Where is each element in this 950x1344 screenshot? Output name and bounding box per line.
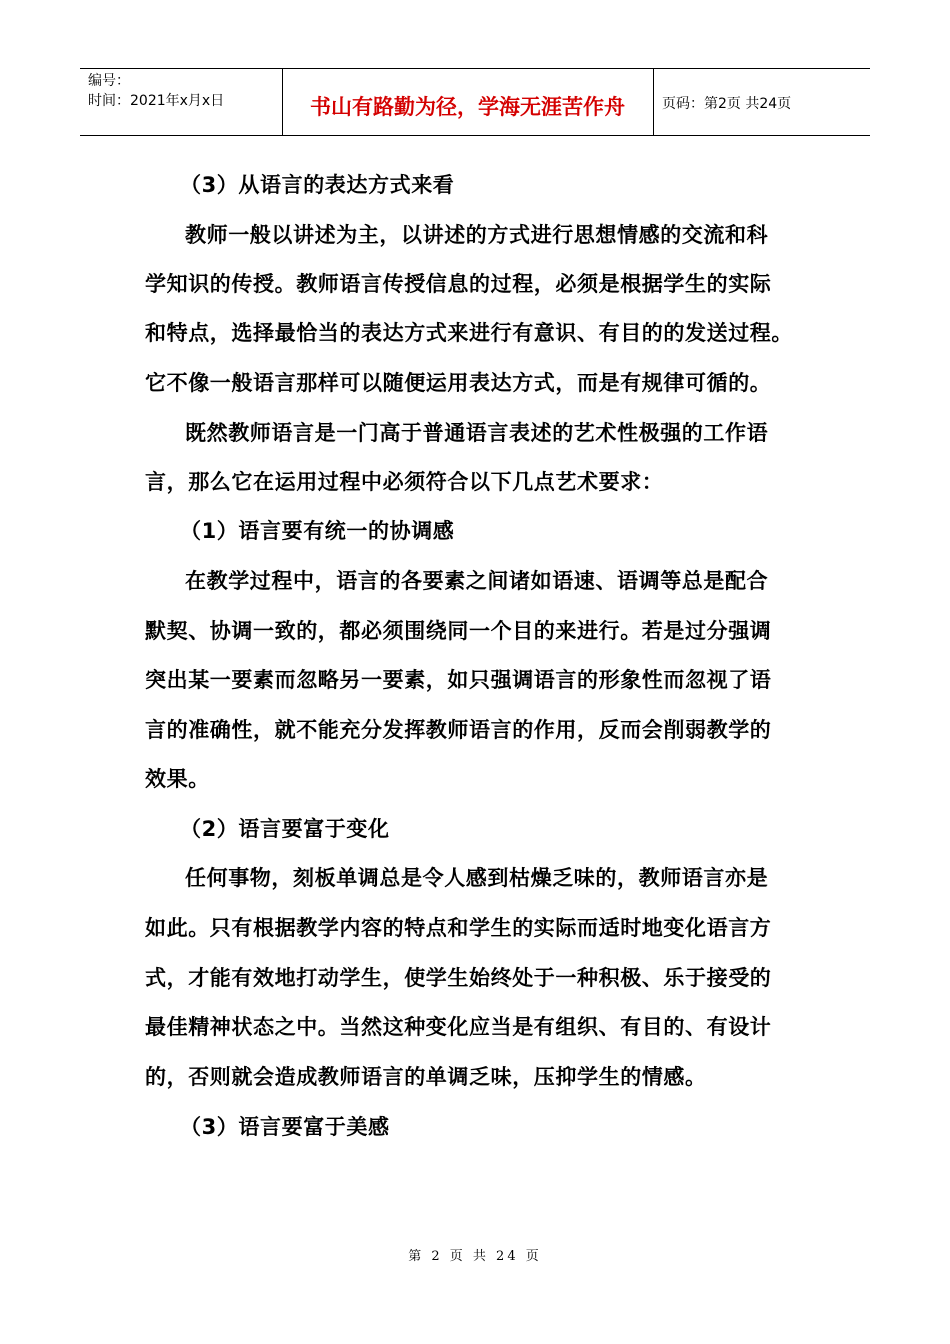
paragraph-line: 突出某一要素而忽略另一要素，如只强调语言的形象性而忽视了语 [145,668,772,692]
paragraph-line: 最佳精神状态之中。当然这种变化应当是有组织、有目的、有设计 [145,1015,772,1039]
header-motto: 书山有路勤为径，学海无涯苦作舟 [310,94,625,119]
page-header [80,68,870,136]
paragraph-line: 在教学过程中，语言的各要素之间诸如语速、语调等总是配合 [185,569,769,593]
header-divider [653,69,654,135]
paragraph-line: 的，否则就会造成教师语言的单调乏味，压抑学生的情感。 [145,1065,707,1089]
paragraph-line: 默契、协调一致的，都必须围绕同一个目的来进行。若是过分强调 [145,619,772,643]
paragraph-line: 学知识的传授。教师语言传授信息的过程，必须是根据学生的实际 [145,272,772,296]
paragraph-line: 式，才能有效地打动学生，使学生始终处于一种积极、乐于接受的 [145,966,772,990]
paragraph-line: 既然教师语言是一门高于普通语言表述的艺术性极强的工作语 [185,421,769,445]
page-footer: 第 2 页 共 24 页 [408,1249,542,1264]
paragraph-line: 言的准确性，就不能充分发挥教师语言的作用，反而会削弱教学的 [145,718,772,742]
paragraph-line: 任何事物，刻板单调总是令人感到枯燥乏味的，教师语言亦是 [185,866,769,890]
section-heading: （3）从语言的表达方式来看 [180,173,455,197]
paragraph-line: 它不像一般语言那样可以随便运用表达方式，而是有规律可循的。 [145,371,772,395]
paragraph-line: 言，那么它在运用过程中必须符合以下几点艺术要求： [145,470,664,494]
paragraph-line: 效果。 [145,767,210,791]
document-number-label: 编号： [88,73,130,89]
section-heading: （2）语言要富于变化 [180,817,390,841]
section-heading: （3）语言要富于美感 [180,1115,390,1139]
header-page-info: 页码：第2页 共24页 [662,96,792,112]
section-heading: （1）语言要有统一的协调感 [180,519,455,543]
paragraph-line: 如此。只有根据教学内容的特点和学生的实际而适时地变化语言方 [145,916,772,940]
header-meta [88,71,224,111]
paragraph-line: 教师一般以讲述为主，以讲述的方式进行思想情感的交流和科 [185,223,769,247]
paragraph-line: 和特点，选择最恰当的表达方式来进行有意识、有目的的发送过程。 [145,321,793,345]
document-date-label: 时间：2021年x月x日 [88,93,225,109]
